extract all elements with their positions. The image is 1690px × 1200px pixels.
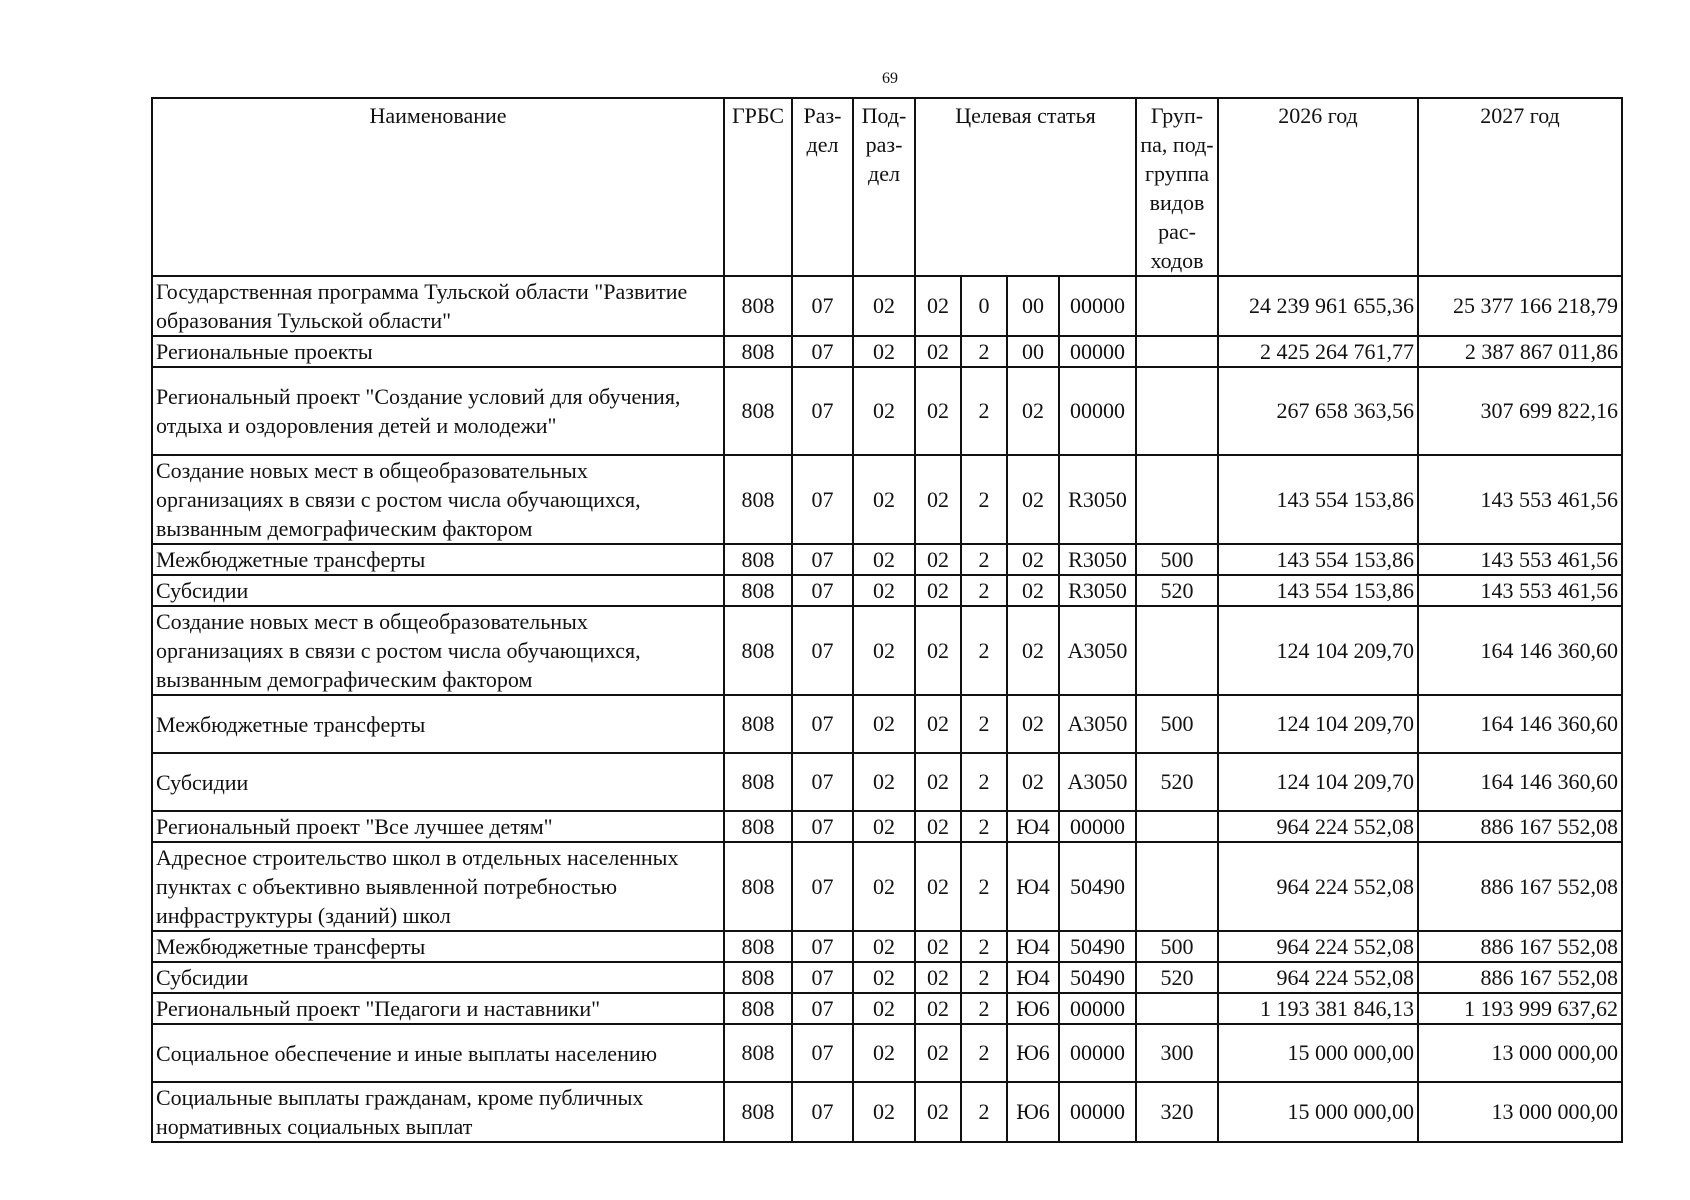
header-razdel: Раз- дел — [792, 98, 853, 276]
row-target-program: 02 — [915, 842, 961, 931]
row-amount-2027: 164 146 360,60 — [1418, 606, 1622, 695]
row-target-program: 02 — [915, 1082, 961, 1142]
row-podrazdel: 02 — [853, 575, 915, 606]
row-expense-group — [1136, 811, 1218, 842]
row-razdel: 07 — [792, 1082, 853, 1142]
header-target-article: Целевая статья — [915, 98, 1136, 276]
row-amount-2027: 886 167 552,08 — [1418, 931, 1622, 962]
row-target-project: 02 — [1007, 575, 1059, 606]
row-expense-group — [1136, 336, 1218, 367]
row-razdel: 07 — [792, 367, 853, 455]
row-razdel: 07 — [792, 931, 853, 962]
row-amount-2026: 964 224 552,08 — [1218, 962, 1418, 993]
row-razdel: 07 — [792, 993, 853, 1024]
row-target-direction: А3050 — [1059, 695, 1136, 753]
row-target-project: 00 — [1007, 276, 1059, 336]
row-target-project: 02 — [1007, 544, 1059, 575]
row-grbs: 808 — [724, 1024, 792, 1082]
row-amount-2026: 964 224 552,08 — [1218, 931, 1418, 962]
row-target-direction: 50490 — [1059, 842, 1136, 931]
row-expense-group — [1136, 455, 1218, 544]
row-amount-2026: 143 554 153,86 — [1218, 575, 1418, 606]
row-amount-2026: 124 104 209,70 — [1218, 606, 1418, 695]
table-row — [152, 276, 1622, 336]
row-amount-2027: 164 146 360,60 — [1418, 695, 1622, 753]
row-amount-2027: 886 167 552,08 — [1418, 842, 1622, 931]
row-amount-2027: 13 000 000,00 — [1418, 1082, 1622, 1142]
row-target-program: 02 — [915, 455, 961, 544]
row-expense-group — [1136, 842, 1218, 931]
row-target-subprogram: 0 — [961, 276, 1007, 336]
row-expense-group: 320 — [1136, 1082, 1218, 1142]
row-grbs: 808 — [724, 276, 792, 336]
table-row — [152, 367, 1622, 455]
row-target-direction: 00000 — [1059, 336, 1136, 367]
page-number: 69 — [882, 70, 898, 87]
row-name: Адресное строительство школ в отдельных населенных пунктах с объективно выявленной потребностью инфраструктуры (зданий) школ — [152, 842, 724, 931]
row-amount-2026: 124 104 209,70 — [1218, 753, 1418, 811]
row-amount-2027: 886 167 552,08 — [1418, 811, 1622, 842]
row-amount-2026: 15 000 000,00 — [1218, 1082, 1418, 1142]
row-amount-2026: 267 658 363,56 — [1218, 367, 1418, 455]
row-target-program: 02 — [915, 336, 961, 367]
row-amount-2027: 2 387 867 011,86 — [1418, 336, 1622, 367]
row-target-project: 02 — [1007, 753, 1059, 811]
row-grbs: 808 — [724, 367, 792, 455]
row-razdel: 07 — [792, 606, 853, 695]
row-podrazdel: 02 — [853, 455, 915, 544]
row-target-direction: А3050 — [1059, 606, 1136, 695]
row-target-program: 02 — [915, 931, 961, 962]
row-name: Межбюджетные трансферты — [152, 931, 724, 962]
row-grbs: 808 — [724, 842, 792, 931]
row-razdel: 07 — [792, 544, 853, 575]
row-target-subprogram: 2 — [961, 544, 1007, 575]
table-row — [152, 695, 1622, 753]
row-podrazdel: 02 — [853, 276, 915, 336]
header-2027: 2027 год — [1418, 98, 1622, 276]
row-podrazdel: 02 — [853, 336, 915, 367]
row-amount-2026: 15 000 000,00 — [1218, 1024, 1418, 1082]
row-target-direction: 00000 — [1059, 276, 1136, 336]
header-podrazdel: Под- раз- дел — [853, 98, 915, 276]
row-name: Государственная программа Тульской области "Развитие образования Тульской области" — [152, 276, 724, 336]
row-grbs: 808 — [724, 962, 792, 993]
row-target-project: Ю4 — [1007, 931, 1059, 962]
table-row — [152, 1082, 1622, 1142]
row-target-subprogram: 2 — [961, 842, 1007, 931]
row-target-program: 02 — [915, 753, 961, 811]
row-target-subprogram: 2 — [961, 367, 1007, 455]
row-name: Субсидии — [152, 962, 724, 993]
header-grbs: ГРБС — [724, 98, 792, 276]
row-podrazdel: 02 — [853, 606, 915, 695]
table-row — [152, 455, 1622, 544]
row-amount-2027: 886 167 552,08 — [1418, 962, 1622, 993]
row-expense-group — [1136, 367, 1218, 455]
row-razdel: 07 — [792, 336, 853, 367]
row-amount-2026: 964 224 552,08 — [1218, 811, 1418, 842]
row-name: Региональный проект "Все лучшее детям" — [152, 811, 724, 842]
row-target-subprogram: 2 — [961, 606, 1007, 695]
row-target-project: Ю6 — [1007, 1024, 1059, 1082]
row-target-project: 02 — [1007, 367, 1059, 455]
row-target-project: 02 — [1007, 606, 1059, 695]
row-name: Региональный проект "Педагоги и наставники" — [152, 993, 724, 1024]
table-row — [152, 1024, 1622, 1082]
row-grbs: 808 — [724, 606, 792, 695]
row-grbs: 808 — [724, 931, 792, 962]
row-amount-2026: 124 104 209,70 — [1218, 695, 1418, 753]
row-target-project: 02 — [1007, 695, 1059, 753]
budget-table — [151, 97, 1623, 1143]
row-podrazdel: 02 — [853, 1082, 915, 1142]
row-target-project: Ю6 — [1007, 993, 1059, 1024]
header-expense-group: Груп- па, под- группа видов рас- ходов — [1136, 98, 1218, 276]
row-razdel: 07 — [792, 842, 853, 931]
row-grbs: 808 — [724, 575, 792, 606]
row-target-subprogram: 2 — [961, 931, 1007, 962]
row-grbs: 808 — [724, 455, 792, 544]
row-target-direction: 00000 — [1059, 811, 1136, 842]
row-target-program: 02 — [915, 544, 961, 575]
row-target-program: 02 — [915, 367, 961, 455]
row-amount-2027: 164 146 360,60 — [1418, 753, 1622, 811]
row-target-project: Ю4 — [1007, 842, 1059, 931]
row-expense-group — [1136, 606, 1218, 695]
table-row — [152, 842, 1622, 931]
row-expense-group: 500 — [1136, 931, 1218, 962]
row-razdel: 07 — [792, 1024, 853, 1082]
row-name: Региональный проект "Создание условий для обучения, отдыха и оздоровления детей и молодежи" — [152, 367, 724, 455]
row-amount-2026: 2 425 264 761,77 — [1218, 336, 1418, 367]
row-expense-group: 520 — [1136, 753, 1218, 811]
header-row — [152, 98, 1622, 276]
row-razdel: 07 — [792, 455, 853, 544]
row-target-program: 02 — [915, 962, 961, 993]
row-target-program: 02 — [915, 606, 961, 695]
row-target-project: 00 — [1007, 336, 1059, 367]
row-podrazdel: 02 — [853, 753, 915, 811]
row-name: Межбюджетные трансферты — [152, 695, 724, 753]
row-expense-group — [1136, 276, 1218, 336]
row-grbs: 808 — [724, 336, 792, 367]
row-target-program: 02 — [915, 811, 961, 842]
row-target-direction: 00000 — [1059, 367, 1136, 455]
table-row — [152, 606, 1622, 695]
row-target-direction: 50490 — [1059, 931, 1136, 962]
row-target-direction: R3050 — [1059, 544, 1136, 575]
row-name: Субсидии — [152, 575, 724, 606]
table-row — [152, 575, 1622, 606]
row-target-subprogram: 2 — [961, 575, 1007, 606]
row-expense-group: 500 — [1136, 695, 1218, 753]
row-razdel: 07 — [792, 575, 853, 606]
row-expense-group: 300 — [1136, 1024, 1218, 1082]
row-podrazdel: 02 — [853, 695, 915, 753]
row-amount-2026: 143 554 153,86 — [1218, 455, 1418, 544]
row-target-direction: А3050 — [1059, 753, 1136, 811]
table-row — [152, 336, 1622, 367]
header-name: Наименование — [152, 98, 724, 276]
row-podrazdel: 02 — [853, 962, 915, 993]
row-target-subprogram: 2 — [961, 962, 1007, 993]
row-target-subprogram: 2 — [961, 753, 1007, 811]
row-target-project: Ю6 — [1007, 1082, 1059, 1142]
row-target-subprogram: 2 — [961, 695, 1007, 753]
row-razdel: 07 — [792, 753, 853, 811]
row-target-program: 02 — [915, 276, 961, 336]
row-target-subprogram: 2 — [961, 336, 1007, 367]
row-amount-2027: 307 699 822,16 — [1418, 367, 1622, 455]
row-target-program: 02 — [915, 1024, 961, 1082]
row-amount-2026: 24 239 961 655,36 — [1218, 276, 1418, 336]
row-razdel: 07 — [792, 962, 853, 993]
table-row — [152, 753, 1622, 811]
header-2026: 2026 год — [1218, 98, 1418, 276]
row-target-subprogram: 2 — [961, 455, 1007, 544]
row-target-subprogram: 2 — [961, 811, 1007, 842]
table-row — [152, 811, 1622, 842]
row-amount-2027: 143 553 461,56 — [1418, 575, 1622, 606]
row-target-subprogram: 2 — [961, 993, 1007, 1024]
row-target-project: 02 — [1007, 455, 1059, 544]
row-amount-2026: 964 224 552,08 — [1218, 842, 1418, 931]
row-grbs: 808 — [724, 993, 792, 1024]
row-expense-group: 520 — [1136, 575, 1218, 606]
row-amount-2026: 143 554 153,86 — [1218, 544, 1418, 575]
row-amount-2027: 13 000 000,00 — [1418, 1024, 1622, 1082]
row-name: Социальные выплаты гражданам, кроме публичных нормативных социальных выплат — [152, 1082, 724, 1142]
row-target-program: 02 — [915, 575, 961, 606]
row-amount-2027: 143 553 461,56 — [1418, 544, 1622, 575]
row-target-subprogram: 2 — [961, 1082, 1007, 1142]
row-target-direction: 00000 — [1059, 1082, 1136, 1142]
row-podrazdel: 02 — [853, 931, 915, 962]
row-grbs: 808 — [724, 695, 792, 753]
row-name: Создание новых мест в общеобразовательных организациях в связи с ростом числа обучающихся, вызванным демографическим фактором — [152, 606, 724, 695]
row-grbs: 808 — [724, 544, 792, 575]
row-name: Межбюджетные трансферты — [152, 544, 724, 575]
row-name: Создание новых мест в общеобразовательных организациях в связи с ростом числа обучающихся, вызванным демографическим фактором — [152, 455, 724, 544]
row-expense-group — [1136, 993, 1218, 1024]
row-razdel: 07 — [792, 695, 853, 753]
row-podrazdel: 02 — [853, 544, 915, 575]
row-amount-2027: 25 377 166 218,79 — [1418, 276, 1622, 336]
row-grbs: 808 — [724, 811, 792, 842]
row-target-direction: R3050 — [1059, 575, 1136, 606]
row-target-direction: 50490 — [1059, 962, 1136, 993]
row-amount-2027: 1 193 999 637,62 — [1418, 993, 1622, 1024]
table-row — [152, 993, 1622, 1024]
row-target-subprogram: 2 — [961, 1024, 1007, 1082]
row-expense-group: 500 — [1136, 544, 1218, 575]
row-target-program: 02 — [915, 695, 961, 753]
row-podrazdel: 02 — [853, 367, 915, 455]
row-target-project: Ю4 — [1007, 962, 1059, 993]
row-name: Субсидии — [152, 753, 724, 811]
row-expense-group: 520 — [1136, 962, 1218, 993]
table-row — [152, 544, 1622, 575]
row-podrazdel: 02 — [853, 842, 915, 931]
row-amount-2026: 1 193 381 846,13 — [1218, 993, 1418, 1024]
row-grbs: 808 — [724, 753, 792, 811]
row-target-direction: 00000 — [1059, 993, 1136, 1024]
row-target-project: Ю4 — [1007, 811, 1059, 842]
row-podrazdel: 02 — [853, 1024, 915, 1082]
row-razdel: 07 — [792, 276, 853, 336]
row-grbs: 808 — [724, 1082, 792, 1142]
row-target-direction: 00000 — [1059, 1024, 1136, 1082]
table-row — [152, 962, 1622, 993]
row-podrazdel: 02 — [853, 993, 915, 1024]
table-row — [152, 931, 1622, 962]
row-podrazdel: 02 — [853, 811, 915, 842]
row-name: Социальное обеспечение и иные выплаты населению — [152, 1024, 724, 1082]
row-target-direction: R3050 — [1059, 455, 1136, 544]
row-razdel: 07 — [792, 811, 853, 842]
row-name: Региональные проекты — [152, 336, 724, 367]
row-amount-2027: 143 553 461,56 — [1418, 455, 1622, 544]
row-target-program: 02 — [915, 993, 961, 1024]
